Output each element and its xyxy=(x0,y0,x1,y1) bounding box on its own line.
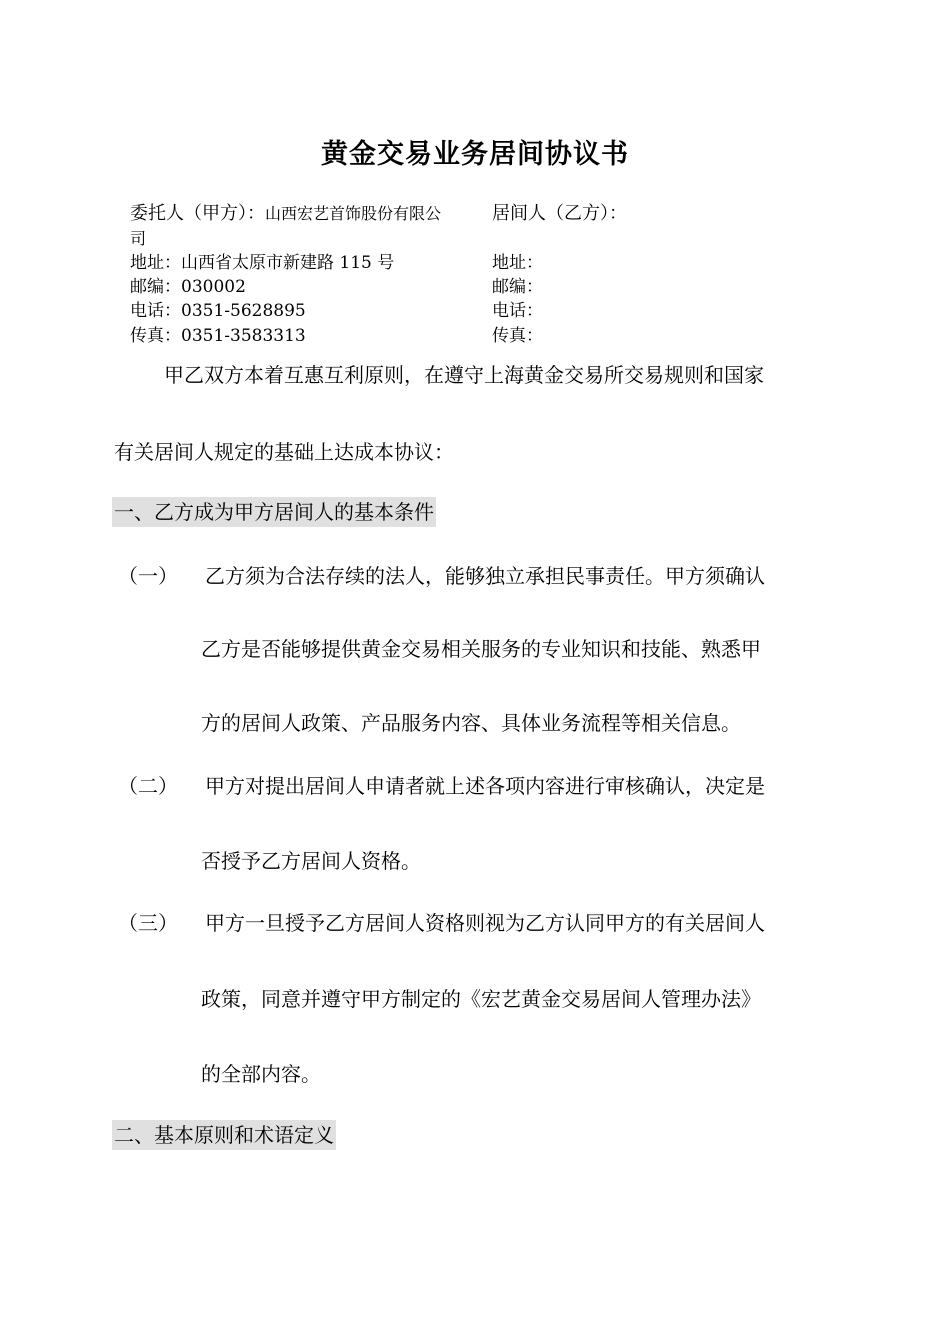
party-b-fax: 传真： xyxy=(492,326,543,346)
item-1-line-2: 乙方是否能够提供黄金交易相关服务的专业知识和技能、熟悉甲 xyxy=(201,637,761,661)
party-a-postcode: 邮编：030002 xyxy=(130,277,246,297)
intro-line-2: 有关居间人规定的基础上达成本协议： xyxy=(114,440,454,464)
item-1-line-3: 方的居间人政策、产品服务内容、具体业务流程等相关信息。 xyxy=(201,711,741,735)
item-3-line-2: 政策，同意并遵守甲方制定的《宏艺黄金交易居间人管理办法》 xyxy=(201,987,761,1011)
party-b-phone: 电话： xyxy=(492,301,543,321)
party-b-postcode: 邮编： xyxy=(492,277,543,297)
party-a-fax: 传真：0351-3583313 xyxy=(130,326,306,346)
section-1-heading: 一、乙方成为甲方居间人的基本条件 xyxy=(112,497,436,527)
item-1-line-1: 乙方须为合法存续的法人，能够独立承担民事责任。甲方须确认 xyxy=(205,564,765,588)
party-a-name: 山西宏艺首饰股份有限公 xyxy=(265,204,442,223)
item-2-line-2: 否授予乙方居间人资格。 xyxy=(201,849,421,873)
document-title: 黄金交易业务居间协议书 xyxy=(321,139,629,170)
item-1-number: （一） xyxy=(118,564,178,588)
party-b-label: 居间人（乙方）： xyxy=(492,203,627,224)
party-a-label: 委托人（甲方）： xyxy=(130,203,265,224)
party-a-name-continued: 司 xyxy=(130,229,147,248)
party-a-address: 地址：山西省太原市新建路 115 号 xyxy=(130,253,395,273)
intro-line-1: 甲乙双方本着互惠互利原则，在遵守上海黄金交易所交易规则和国家 xyxy=(164,363,764,387)
party-b-address: 地址： xyxy=(492,253,543,273)
party-a-phone: 电话：0351-5628895 xyxy=(130,301,306,321)
party-a-header xyxy=(130,202,441,226)
section-2-heading: 二、基本原则和术语定义 xyxy=(112,1120,336,1150)
item-3-line-1: 甲方一旦授予乙方居间人资格则视为乙方认同甲方的有关居间人 xyxy=(205,911,765,935)
item-2-line-1: 甲方对提出居间人申请者就上述各项内容进行审核确认，决定是 xyxy=(205,774,765,798)
item-3-number: （三） xyxy=(118,911,178,935)
item-3-line-3: 的全部内容。 xyxy=(201,1062,321,1086)
item-2-number: （二） xyxy=(118,774,178,798)
